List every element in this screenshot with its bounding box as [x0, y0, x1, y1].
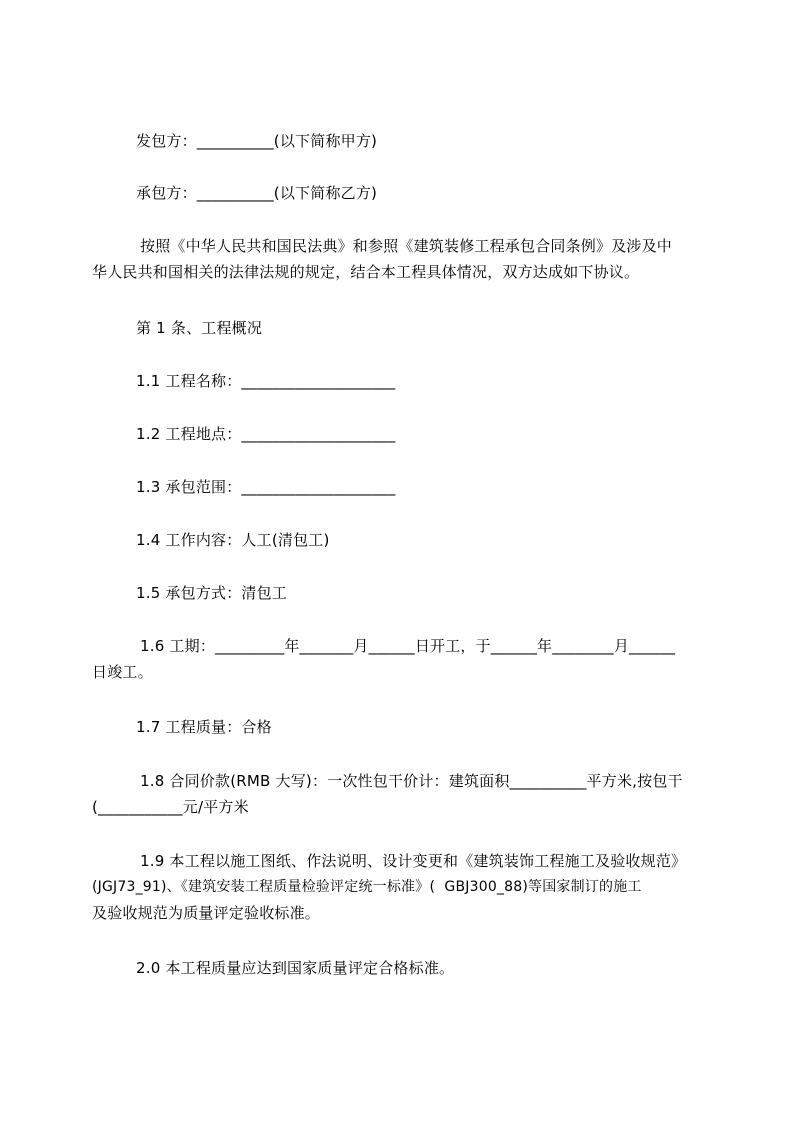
item-1-8-contract-price: [92, 768, 706, 820]
item-1-6-line-2: 日竣工。: [92, 663, 153, 681]
item-1-4-work-content: 1.4 工作内容：人工(清包工): [136, 531, 330, 549]
item-1-5-contract-method: 1.5 承包方式：清包工: [136, 584, 288, 602]
item-1-2-project-location: 1.2 工程地点：____________________: [136, 425, 396, 443]
item-1-6-line-1: 1.6 工期：_________年_______月______日开工，于______年________月______: [140, 637, 676, 655]
item-1-9-line-3: 及验收规范为质量评定验收标准。: [92, 904, 321, 922]
item-1-8-line-2: (___________元/平方米: [92, 798, 249, 816]
preamble-line-1: 按照《中华人民共和国民法典》和参照《建筑装修工程承包合同条例》及涉及中: [140, 237, 673, 255]
item-1-9-standards: [92, 848, 706, 926]
party-b-line: 承包方：__________(以下简称乙方): [136, 184, 378, 202]
preamble-line-2: 华人民共和国相关的法律法规的规定，结合本工程具体情况，双方达成如下协议。: [92, 263, 640, 281]
preamble-paragraph: [92, 233, 706, 285]
party-a-line: 发包方：__________(以下简称甲方): [136, 132, 378, 150]
item-2-0-quality-standard: 2.0 本工程质量应达到国家质量评定合格标准。: [136, 959, 455, 977]
article-1-title: 第 1 条、工程概况: [136, 319, 263, 337]
item-1-3-contract-scope: 1.3 承包范围：____________________: [136, 478, 396, 496]
item-1-8-line-1: 1.8 合同价款(RMB 大写)：一次性包干价计：建筑面积__________平方米,按包干: [140, 772, 683, 790]
item-1-1-project-name: 1.1 工程名称：____________________: [136, 372, 396, 390]
item-1-7-quality: 1.7 工程质量：合格: [136, 718, 272, 736]
item-1-6-duration: [92, 633, 706, 685]
item-1-9-line-1: 1.9 本工程以施工图纸、作法说明、设计变更和《建筑装饰工程施工及验收规范》: [140, 852, 687, 870]
item-1-9-line-2: (JGJ73_91)、《建筑安装工程质量检验评定统一标准》( GBJ300_88)等国家制订的施工: [92, 879, 642, 895]
